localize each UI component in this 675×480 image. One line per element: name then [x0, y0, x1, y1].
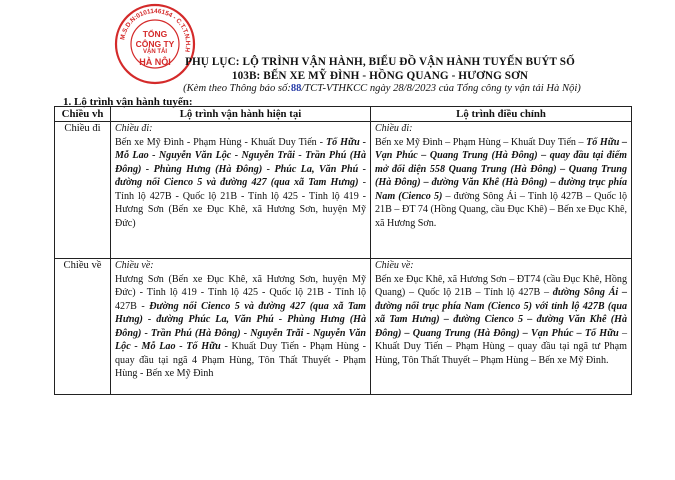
route-segment: Bến xe Mỹ Đình - Phạm Hùng - Khuất Duy Tiến - — [115, 136, 326, 148]
section-heading: 1. Lộ trình vận hành tuyến: — [63, 96, 193, 108]
seal-line-2: CÔNG TY — [135, 39, 175, 49]
row-label-inbound: Chiều về — [55, 259, 111, 395]
document-title-line-1: PHỤ LỤC: LỘ TRÌNH VẬN HÀNH, BIỂU ĐỒ VẬN HÀNH TUYẾN BUÝT SỐ — [185, 56, 575, 68]
route-segment-changed: Tố Hữu - Mỗ Lao - Nguyễn Văn Lộc - Nguyễn Trãi - Trần Phú (Hà Đông) - Phùng Hưng (Hà Đông) - Phúc La, Văn Phú - đường nối Cienco 5 và đường 427 (qua xã Tam Hưng) — [115, 136, 366, 189]
route-text — [115, 136, 366, 231]
row-label-outbound: Chiều đi — [55, 122, 111, 259]
header-adjusted-route: Lộ trình điều chỉnh — [371, 107, 632, 122]
table-row — [55, 122, 632, 259]
route-text — [115, 273, 366, 381]
seal-line-1: TỔNG — [142, 29, 168, 39]
route-table — [54, 106, 632, 395]
route-segment-changed: Đường nối Cienco 5 và đường 427 (qua xã Tam Hưng) - đường Phúc La, Văn Phú - Phùng Hưng (Hà Đông) - Trần Phú (Hà Đông) - Nguyễn Trãi - Nguyễn Văn Lộc - Mỗ Lao - Tố Hữu — [115, 300, 367, 353]
route-segment-changed: đường Sông Ái – đường nối trục phía Nam (Cienco 5) với tỉnh lộ 427B (qua xã Tam Hưng) – đường Cienco 5 – đường Văn Khê (Hà Đông) – Quang Trung (Hà Đông) – Vạn Phúc – Tố Hữu — [375, 287, 627, 339]
cell-title: Chiều đi: — [375, 123, 413, 134]
cell-title: Chiều về: — [375, 260, 414, 271]
header-direction: Chiều vh — [55, 107, 111, 122]
table-row — [55, 259, 632, 395]
cell-adjusted-outbound — [371, 122, 632, 259]
route-segment: - Tỉnh lộ 427B - Quốc lộ 21B - Tỉnh lộ 425 - Tỉnh lộ 419 - Hương Sơn (Bến xe Đục Khê, xã Hương Sơn, huyện Mỹ Đức) — [115, 177, 366, 229]
document-subtitle — [112, 83, 652, 94]
route-segment: Hương Sơn (Bến xe Đục Khê, xã Hương Sơn, huyện Mỹ Đức) - Tỉnh lộ 419 - Tỉnh lộ 425 - Quốc lộ 21B - Tỉnh lộ 427B - — [115, 273, 366, 312]
seal-line-4: HÀ NỘI — [139, 57, 171, 67]
route-segment: Bến xe Mỹ Đình – Phạm Hùng – Khuất Duy Tiến – — [375, 136, 587, 148]
cell-adjusted-inbound — [371, 259, 632, 395]
header-current-route: Lộ trình vận hành hiện tại — [111, 107, 371, 122]
route-text — [375, 136, 627, 231]
handwritten-number: 88 — [290, 83, 302, 94]
cell-current-inbound — [111, 259, 371, 395]
route-segment: - Khuất Duy Tiến - Phạm Hùng - quay đầu tại ngã 4 Phạm Hùng, Tôn Thất Thuyết - Phạm Hùng - Bến xe Mỹ Đình — [115, 341, 366, 380]
route-segment: – đường Sông Ái – Tỉnh lộ 427B – Quốc lộ 21B – ĐT 74 (Hồng Quang, cầu Đục Khê) – Bến xe Đục Khê, xã Hương Sơn. — [375, 190, 628, 229]
route-segment: Bến xe Đục Khê, xã Hương Sơn – ĐT74 (cầu Đục Khê, Hồng Quang) – Quốc lộ 21B – Tỉnh lộ 427B – — [375, 273, 627, 299]
cell-current-outbound — [111, 122, 371, 259]
route-segment-changed: Tố Hữu – Vạn Phúc – Quang Trung (Hà Đông) – quay đầu tại điểm mở đối diện 558 Quang Trung (Hà Đông) – Quang Trung (Hà Đông) – đường Văn Khê (Hà Đông) – đường trục phía Nam (Cienco 5) — [375, 136, 627, 202]
table-header-row — [55, 107, 632, 122]
route-segment: – Khuất Duy Tiến – Phạm Hùng – quay đầu tại ngã tư Phạm Hùng, Tôn Thất Thuyết – Phạm Hùng – Bến xe Mỹ Đình. — [375, 327, 627, 366]
seal-ring-text: M.S.D.N:0101146154 - C.T.T.N.H.H — [119, 7, 192, 53]
cell-title: Chiều về: — [115, 260, 154, 271]
route-text — [375, 273, 627, 368]
subtitle-prefix: (Kèm theo Thông báo số: — [183, 83, 291, 94]
document-title-line-2: 103B: BẾN XE MỸ ĐÌNH - HỒNG QUANG - HƯƠNG SƠN — [231, 70, 529, 82]
subtitle-suffix: /TCT-VTHKCC ngày 28/8/2023 của Tổng công ty vận tải Hà Nội) — [301, 83, 581, 94]
seal-line-3: VẬN TẢI — [143, 49, 167, 55]
cell-title: Chiều đi: — [115, 123, 153, 134]
